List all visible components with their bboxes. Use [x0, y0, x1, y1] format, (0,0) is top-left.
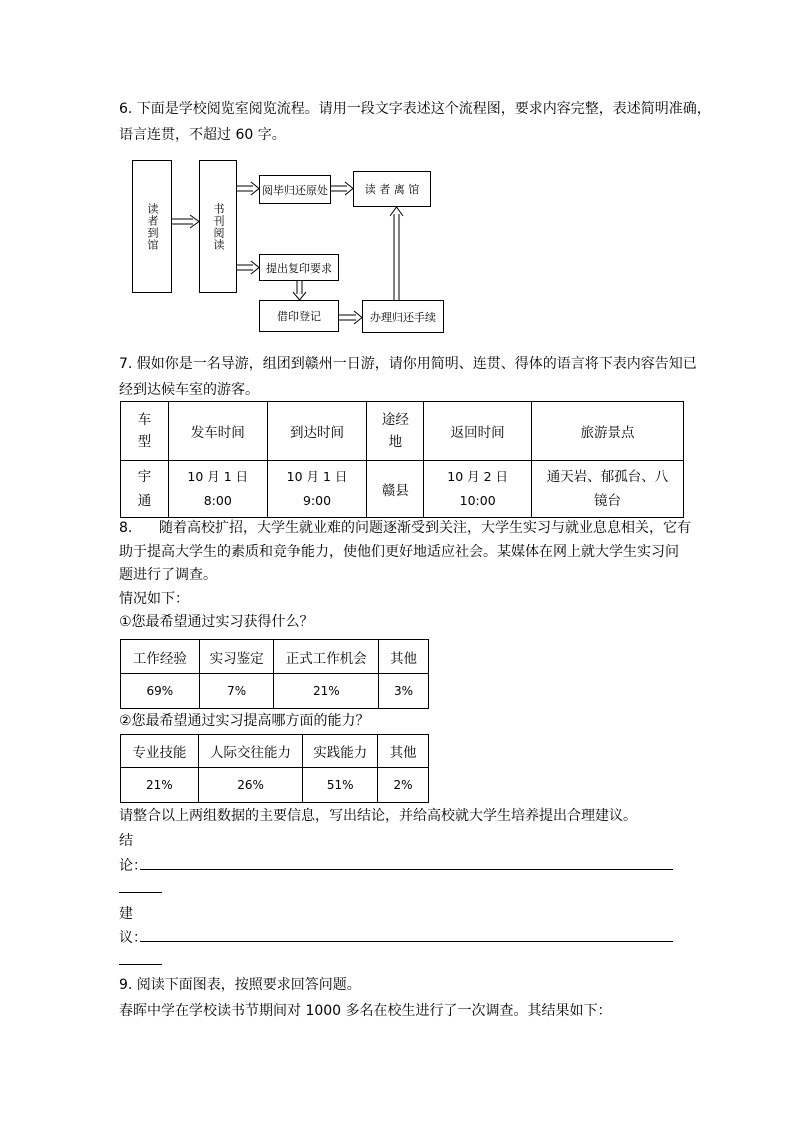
flow-label-copy-request: 提出复印要求: [266, 261, 332, 275]
survey1-value-appraisal: 7%: [199, 674, 274, 709]
q6-line-2: 语言连贯，不超过 60 字。: [119, 127, 286, 143]
q7-cell-via: 赣县: [367, 461, 424, 518]
q7-header-return: 返回时间: [424, 402, 532, 461]
q8-line-3: 题进行了调查。: [119, 567, 217, 583]
survey1-header-experience: 工作经验: [121, 640, 200, 674]
suggestion-answer-line-2[interactable]: [119, 964, 162, 965]
survey2-value-interpersonal: 26%: [198, 768, 303, 803]
q8-survey1-question: ①您最希望通过实习获得什么？: [119, 614, 314, 630]
q7-line-2: 经到达候车室的游客。: [119, 382, 259, 398]
q8-text: [119, 517, 692, 635]
q8-survey2-question: ②您最希望通过实习提高哪方面的能力？: [119, 713, 370, 729]
q7-table: [120, 401, 684, 518]
q7-cell-return: 10 月 2 日 10:00: [424, 461, 532, 518]
conclusion-label-1: 结: [119, 833, 133, 849]
q8-line-1: 8. 随着高校扩招，大学生就业难的问题逐渐受到关注，大学生实习与就业息息相关，它有: [119, 520, 692, 536]
suggestion-answer-line[interactable]: [140, 941, 673, 942]
survey1-value-other: 3%: [379, 674, 429, 709]
q7-header-type: 车型: [121, 402, 169, 461]
survey1-header-row: [121, 640, 429, 674]
q9-line-2: 春晖中学在学校读书节期间对 1000 多名在校生进行了一次调查。其结果如下：: [119, 1003, 612, 1019]
q8-line-4: 情况如下：: [119, 590, 189, 607]
q7-cell-depart: 10 月 1 日 8:00: [168, 461, 267, 518]
conclusion-answer-line[interactable]: [140, 869, 673, 870]
q7-header-spots: 旅游景点: [532, 402, 684, 461]
survey2-header-practice: 实践能力: [303, 735, 378, 768]
survey2-header-row: [121, 735, 429, 768]
q8-survey2-table: [120, 734, 429, 803]
flow-label-read: 书刊阅读: [212, 202, 225, 251]
conclusion-answer-line-2[interactable]: [119, 892, 162, 893]
q7-line-1: 7. 假如你是一名导游，组团到赣州一日游，请你用简明、连贯、得体的语言将下表内容告知已: [119, 356, 697, 372]
survey2-value-row: [121, 768, 429, 803]
q7-cell-arrive: 10 月 1 日 9:00: [267, 461, 367, 518]
flow-label-reader-leave: 读 者 离 馆: [364, 183, 420, 196]
q6-line-1: 6. 下面是学校阅览室阅览流程。请用一段文字表述这个流程图，要求内容完整，表述简明准确，: [119, 101, 711, 117]
q7-cell-spots: 通天岩、郁孤台、八镜台: [532, 461, 684, 518]
flow-box-reader-leave: [353, 171, 431, 207]
flow-box-reader-arrive: [132, 160, 172, 293]
q9-line-1: 9. 阅读下面图表，按照要求回答问题。: [119, 977, 361, 993]
survey1-value-row: [121, 674, 429, 709]
suggestion-label-2: 议：: [119, 930, 147, 946]
flowchart-arrows: [0, 0, 794, 340]
flow-box-return-procedure: [362, 300, 444, 333]
conclusion-label-2: 论：: [119, 858, 147, 874]
q8-survey1-table: [120, 639, 429, 709]
suggestion-label-1: 建: [119, 906, 133, 922]
flow-label-return-after: 阅毕归还原处: [262, 183, 328, 197]
q8-line-2: 助于提高大学生的素质和竞争能力，使他们更好地适应社会。某媒体在网上就大学生实习问: [119, 543, 679, 560]
q7-table-data-row: [121, 461, 684, 518]
q7-header-depart: 发车时间: [168, 402, 267, 461]
flow-label-borrow-register: 借印登记: [277, 310, 321, 323]
flow-label-reader-arrive: 读者到馆: [146, 202, 159, 251]
q7-table-header-row: [121, 402, 684, 461]
flow-box-return-after: [259, 175, 331, 204]
survey2-header-skill: 专业技能: [121, 735, 199, 768]
q8-instruction: 请整合以上两组数据的主要信息，写出结论，并给高校就大学生培养提出合理建议。: [119, 808, 637, 824]
q7-text: [119, 351, 697, 403]
q7-header-via: 途经地: [367, 402, 424, 461]
flow-box-read: [199, 160, 237, 293]
survey2-value-other: 2%: [378, 768, 429, 803]
survey1-header-job: 正式工作机会: [274, 640, 379, 674]
q9-text: [119, 972, 679, 1024]
survey2-header-other: 其他: [378, 735, 429, 768]
survey2-value-skill: 21%: [121, 768, 199, 803]
flow-box-borrow-register: [259, 300, 339, 332]
q7-header-arrive: 到达时间: [267, 402, 367, 461]
survey1-header-appraisal: 实习鉴定: [199, 640, 274, 674]
q7-cell-type: 宇通: [121, 461, 169, 518]
survey2-header-interpersonal: 人际交往能力: [198, 735, 303, 768]
survey2-value-practice: 51%: [303, 768, 378, 803]
flow-box-copy-request: [259, 254, 339, 281]
survey1-value-job: 21%: [274, 674, 379, 709]
flow-label-return-procedure: 办理归还手续: [370, 310, 436, 324]
survey1-value-experience: 69%: [121, 674, 200, 709]
survey1-header-other: 其他: [379, 640, 429, 674]
